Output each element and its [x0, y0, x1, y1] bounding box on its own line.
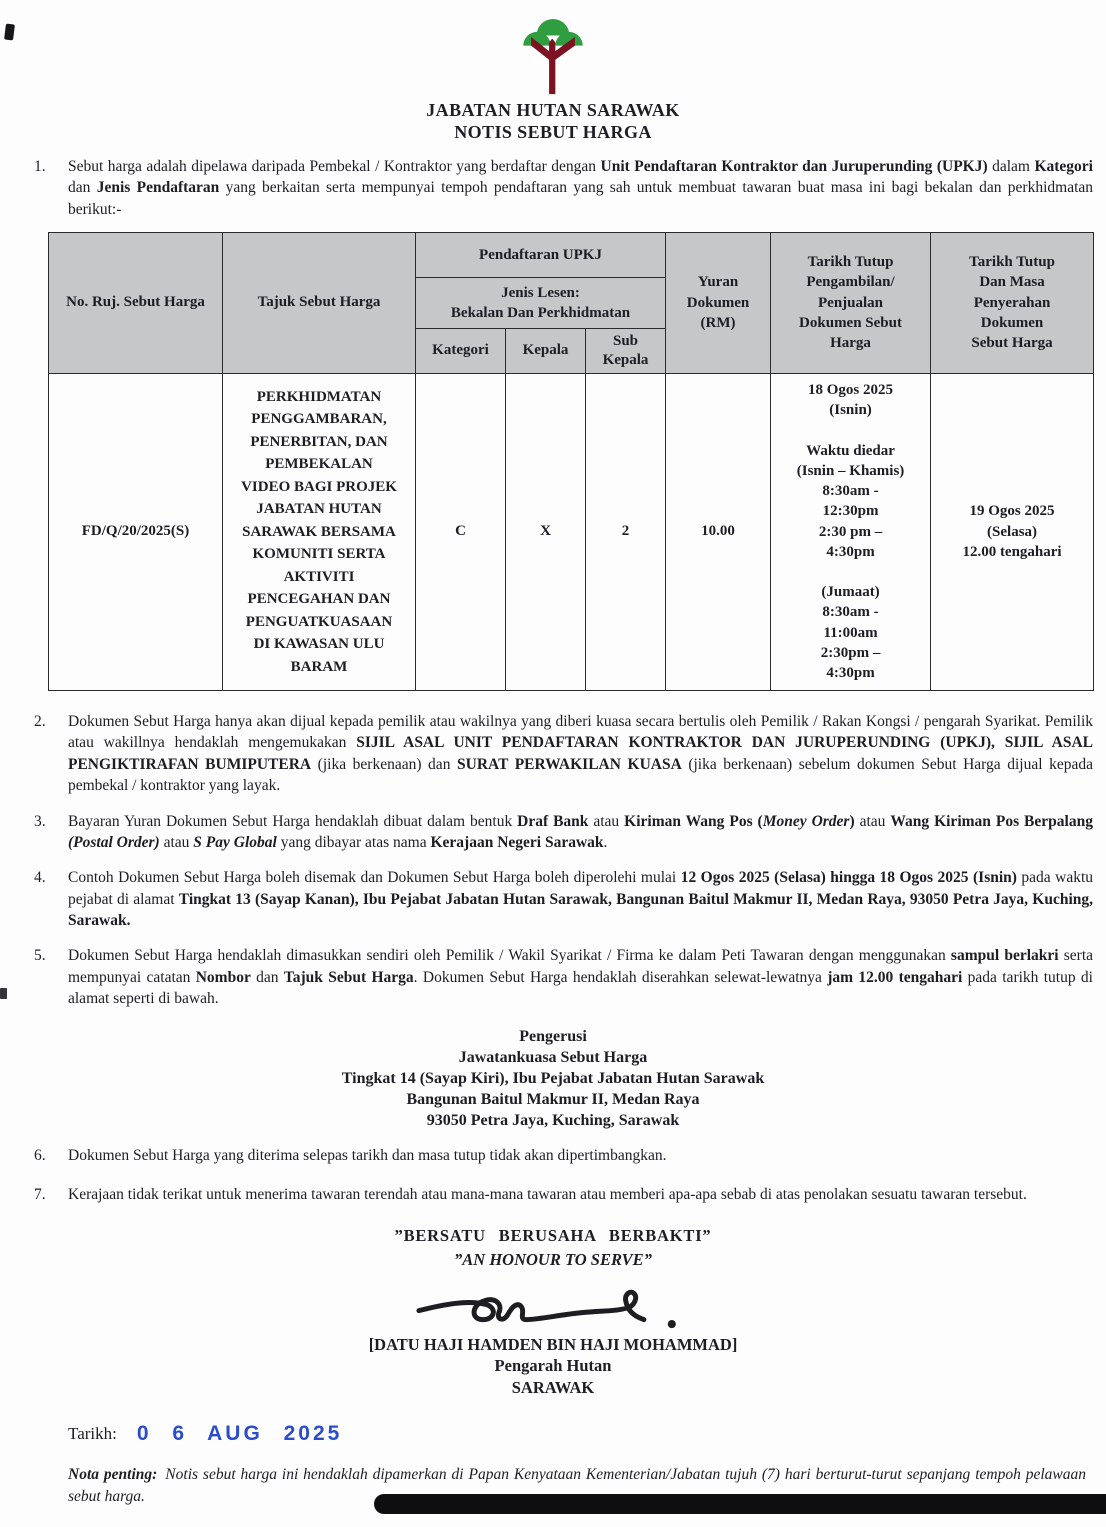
note-text: Notis sebut harga ini hendaklah dipamerkan di Papan Kenyataan Kementerian/Jabatan tujuh (7) hari berturut-turut sepanjang tempoh pelawaan sebut harga. — [68, 1466, 1086, 1505]
date-row — [68, 1422, 1106, 1446]
scan-artifact-top-left — [4, 24, 15, 41]
cell-yuran: 10.00 — [666, 373, 771, 691]
paragraph-2 — [34, 711, 1093, 797]
col-header-pendaftaran-upkj: Pendaftaran UPKJ — [416, 233, 666, 278]
masthead — [0, 0, 1106, 144]
col-header-jenis-lesen: Jenis Lesen: Bekalan Dan Perkhidmatan — [416, 278, 666, 329]
paragraph-6 — [34, 1145, 1093, 1166]
paragraph-7 — [34, 1184, 1093, 1205]
paragraph-number: 7. — [34, 1186, 46, 1204]
motto-block — [0, 1226, 1106, 1270]
cell-no-ruj: FD/Q/20/2025(S) — [49, 373, 223, 691]
paragraph-number: 2. — [34, 713, 46, 731]
paragraph-number: 6. — [34, 1147, 46, 1165]
document-title-line2: NOTIS SEBUT HARGA — [454, 121, 652, 142]
motto-malay: ”BERSATU BERUSAHA BERBAKTI” — [394, 1225, 712, 1245]
forest-department-tree-logo-icon — [510, 12, 596, 98]
paragraph-text: Contoh Dokumen Sebut Harga boleh disemak dan Dokumen Sebut Harga boleh diperolehi mulai 12 Ogos 2025 (Selasa) hingga 18 Ogos 2025 (Isnin) pada waktu pejabat di alamat Tingkat 13 (Sayap Kanan), Ibu Pejabat Jabatan Hutan Sarawak, Bangunan Baitul Makmur II, Medan Raya, 93050 Petra Jaya, Kuching, Sarawak. — [68, 869, 1094, 930]
col-header-tarikh-penyerahan: Tarikh Tutup Dan Masa Penyerahan Dokumen Sebut Harga — [931, 233, 1094, 374]
paragraph-text: Dokumen Sebut Harga hendaklah dimasukkan sendiri oleh Pemilik / Wakil Syarikat / Firma ke dalam Peti Tawaran dengan menggunakan sampul berlakri serta mempunyai catatan Nombor dan Tajuk Sebut Harga. Dokumen Sebut Harga hendaklah diserahkan selewat-lewatnya jam 12.00 tengahari pada tarikh tutup di alamat seperti di bawah. — [68, 947, 1094, 1008]
col-header-sub-kepala: Sub Kepala — [586, 329, 666, 374]
paragraph-text: Dokumen Sebut Harga hanya akan dijual kepada pemilik atau wakilnya yang diberi kuasa secara bertulis oleh Pemilik / Rakan Kongsi / pengarah Syarikat. Pemilik atau wakillnya hendaklah mengemukakan SIJIL ASAL UNIT PENDAFTARAN KONTRAKTOR DAN JURUPERUNDING (UPKJ), SIJIL ASAL PENGIKTIRAFAN BUMIPUTERA (jika berkenaan) dan SURAT PERWAKILAN KUASA (jika berkenaan) sebelum dokumen Sebut Harga dijual kepada pembekal / kontraktor yang layak. — [68, 713, 1094, 795]
col-header-tajuk: Tajuk Sebut Harga — [223, 233, 416, 374]
date-stamp: 0 6 AUG 2025 — [136, 1422, 343, 1446]
table-row — [49, 373, 1094, 691]
col-header-tarikh-pengambilan: Tarikh Tutup Pengambilan/ Penjualan Dokumen Sebut Harga — [771, 233, 931, 374]
paragraph-text: Dokumen Sebut Harga yang diterima selepas tarikh dan masa tutup tidak akan dipertimbangkan. — [68, 1147, 667, 1165]
col-header-kepala: Kepala — [506, 329, 586, 374]
paragraph-text: Sebut harga adalah dipelawa daripada Pembekal / Kontraktor yang berdaftar dengan Unit Pendaftaran Kontraktor dan Juruperunding (UPKJ) dalam Kategori dan Jenis Pendaftaran yang berkaitan serta mempunyai tempoh pendaftaran yang sah untuk membuat tawaran buat masa ini bagi bekalan dan perkhidmatan berikut:- — [68, 157, 1094, 218]
paragraph-number: 3. — [34, 812, 46, 830]
col-header-yuran: Yuran Dokumen (RM) — [666, 233, 771, 374]
signature-block — [0, 1280, 1106, 1398]
note-label: Nota penting: — [68, 1466, 158, 1484]
handwritten-signature — [398, 1280, 708, 1334]
paragraph-1 — [34, 156, 1093, 220]
cell-tarikh-pengambilan: 18 Ogos 2025 (Isnin) Waktu diedar (Isnin – Khamis) 8:30am - 12:30pm 2:30 pm – 4:30pm (Jumaat) 8:30am - 11:00am 2:30pm – 4:30pm — [771, 373, 931, 691]
cell-kategori: C — [416, 373, 506, 691]
date-label: Tarikh: — [68, 1424, 117, 1444]
cell-tarikh-penyerahan: 19 Ogos 2025 (Selasa) 12.00 tengahari — [931, 373, 1094, 691]
tender-table — [48, 232, 1094, 691]
paragraph-number: 5. — [34, 947, 46, 965]
paragraph-5 — [34, 945, 1093, 1009]
paragraph-4 — [34, 867, 1093, 931]
paragraph-text: Kerajaan tidak terikat untuk menerima tawaran terendah atau mana-mana tawaran atau memberi apa-apa sebab di atas penolakan sesuatu tawaran tersebut. — [68, 1186, 1027, 1204]
scan-artifact-bottom-bar — [374, 1494, 1106, 1514]
cell-sub-kepala: 2 — [586, 373, 666, 691]
submission-address-block: Pengerusi Jawatankuasa Sebut Harga Tingkat 14 (Sayap Kiri), Ibu Pejabat Jabatan Hutan Sarawak Bangunan Baitul Makmur II, Medan Raya 93050 Petra Jaya, Kuching, Sarawak — [341, 1027, 765, 1129]
motto-english: ”AN HONOUR TO SERVE” — [454, 1249, 652, 1269]
cell-kepala: X — [506, 373, 586, 691]
scan-artifact-left-edge — [0, 988, 7, 999]
paragraph-text: Bayaran Yuran Dokumen Sebut Harga hendaklah dibuat dalam bentuk Draf Bank atau Kiriman Wang Pos (Money Order) atau Wang Kiriman Pos Berpalang (Postal Order) atau S Pay Global yang dibayar atas nama Kerajaan Negeri Sarawak. — [68, 812, 1093, 851]
signatory-name: [DATU HAJI HAMDEN BIN HAJI MOHAMMAD] — [368, 1334, 738, 1354]
col-header-kategori: Kategori — [416, 329, 506, 374]
signatory-role: Pengarah Hutan — [494, 1356, 612, 1376]
paragraph-3 — [34, 811, 1093, 854]
signatory-region: SARAWAK — [511, 1377, 595, 1397]
col-header-no-ruj: No. Ruj. Sebut Harga — [49, 233, 223, 374]
paragraph-number: 4. — [34, 869, 46, 887]
document-title-line1: JABATAN HUTAN SARAWAK — [426, 100, 680, 120]
cell-tajuk: PERKHIDMATAN PENGGAMBARAN, PENERBITAN, DAN PEMBEKALAN VIDEO BAGI PROJEK JABATAN HUTAN SARAWAK BERSAMA KOMUNITI SERTA AKTIVITI PENCEGAHAN DAN PENGUATKUASAAN DI KAWASAN ULU BARAM — [223, 373, 416, 691]
paragraph-number: 1. — [34, 157, 46, 175]
